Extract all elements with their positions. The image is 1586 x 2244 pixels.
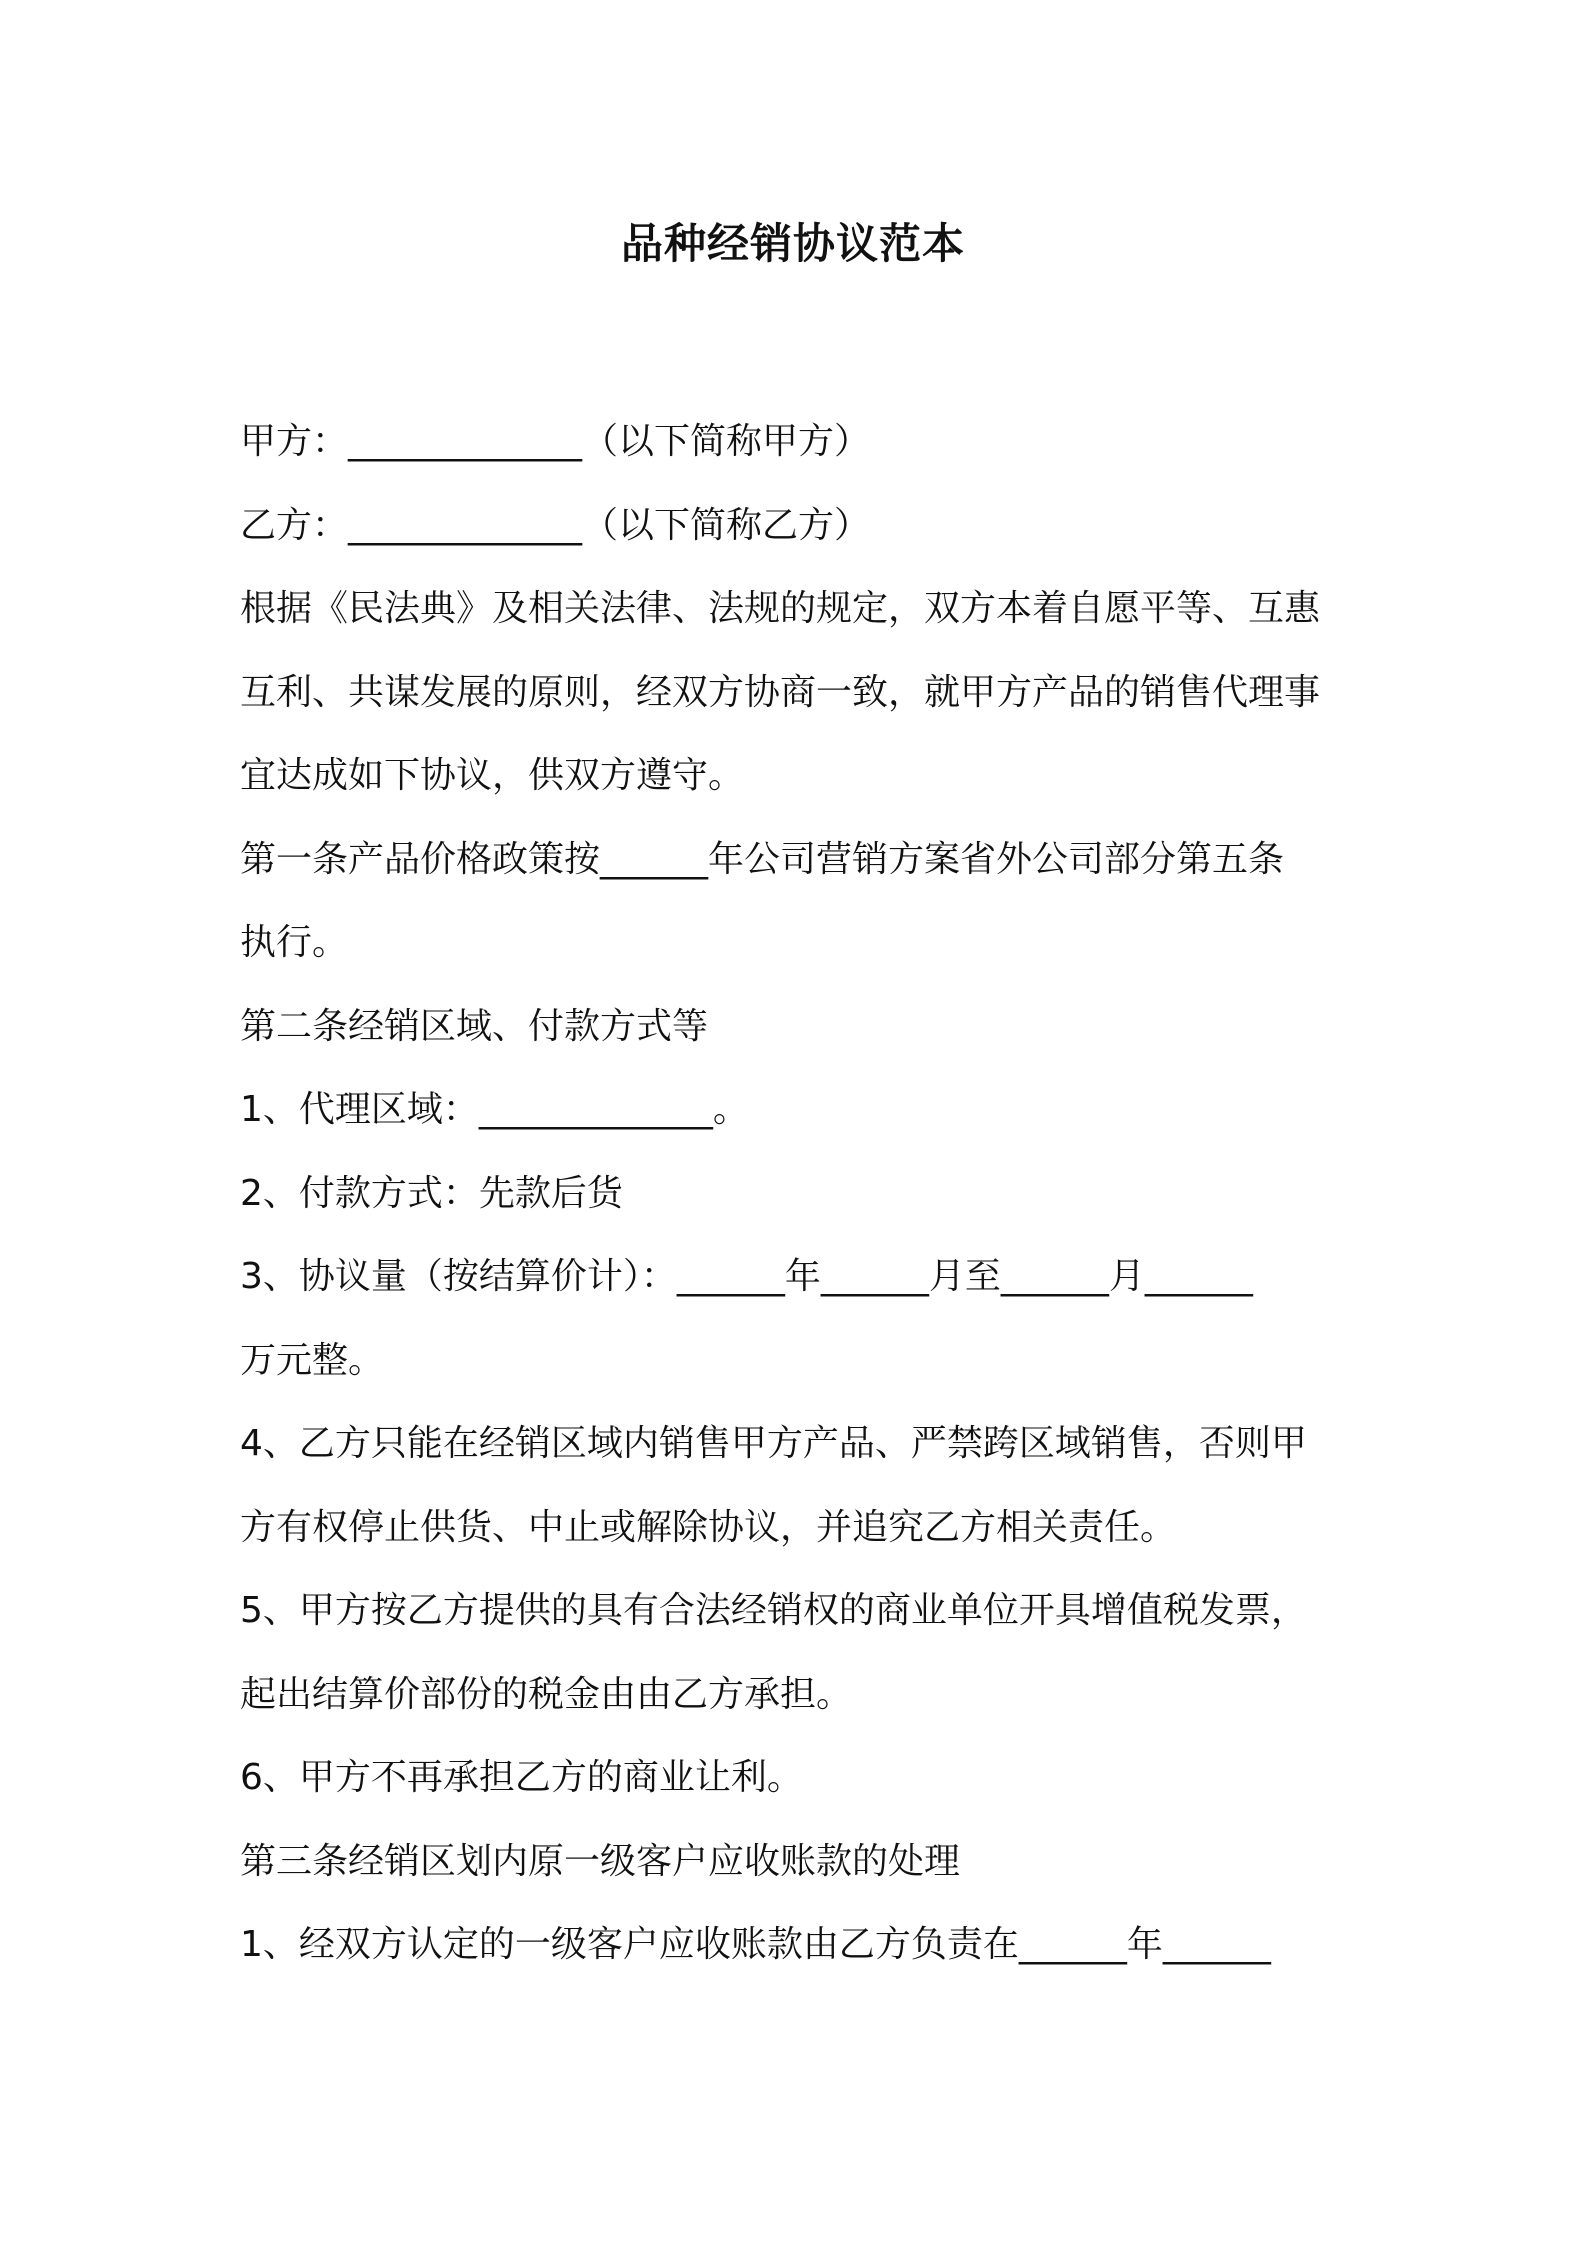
- clause-2-5-line-1: 5、甲方按乙方提供的具有合法经销权的商业单位开具增值税发票，: [240, 1590, 1307, 1631]
- preamble-line-1: 根据《民法典》及相关法律、法规的规定，双方本着自愿平等、互惠: [240, 588, 1321, 629]
- party-b-line: 乙方：_____________（以下简称乙方）: [240, 504, 871, 546]
- clause-2-5-line-2: 起出结算价部份的税金由由乙方承担。: [240, 1673, 853, 1715]
- article-1-line-1: 第一条产品价格政策按______年公司营销方案省外公司部分第五条: [240, 838, 1285, 880]
- preamble-line-2: 互利、共谋发展的原则，经双方协商一致，就甲方产品的销售代理事: [240, 671, 1321, 713]
- clause-2-1: 1、代理区域：_____________。: [240, 1089, 749, 1130]
- clause-2-3-line-2: 万元整。: [240, 1339, 385, 1381]
- clause-2-6: 6、甲方不再承担乙方的商业让利。: [240, 1757, 803, 1798]
- party-a-line: 甲方：_____________（以下简称甲方）: [240, 421, 871, 462]
- article-2-heading: 第二条经销区域、付款方式等: [240, 1005, 709, 1047]
- clause-3-1-line-1: 1、经双方认定的一级客户应收账款由乙方负责在______年______: [240, 1924, 1271, 1965]
- document-body: [240, 400, 1360, 1987]
- clause-2-4-line-1: 4、乙方只能在经销区域内销售甲方产品、严禁跨区域销售，否则甲: [240, 1423, 1307, 1464]
- clause-2-3-line-1: 3、协议量（按结算价计）：______年______月至______月______: [240, 1256, 1253, 1297]
- document-title: 品种经销协议范本: [620, 219, 965, 268]
- clause-2-4-line-2: 方有权停止供货、中止或解除协议，并追究乙方相关责任。: [240, 1506, 1177, 1548]
- preamble-line-3: 宜达成如下协议，供双方遵守。: [240, 755, 745, 796]
- article-3-heading: 第三条经销区划内原一级客户应收账款的处理: [240, 1840, 961, 1882]
- article-1-line-2: 执行。: [240, 922, 349, 963]
- clause-2-2: 2、付款方式：先款后货: [240, 1172, 623, 1214]
